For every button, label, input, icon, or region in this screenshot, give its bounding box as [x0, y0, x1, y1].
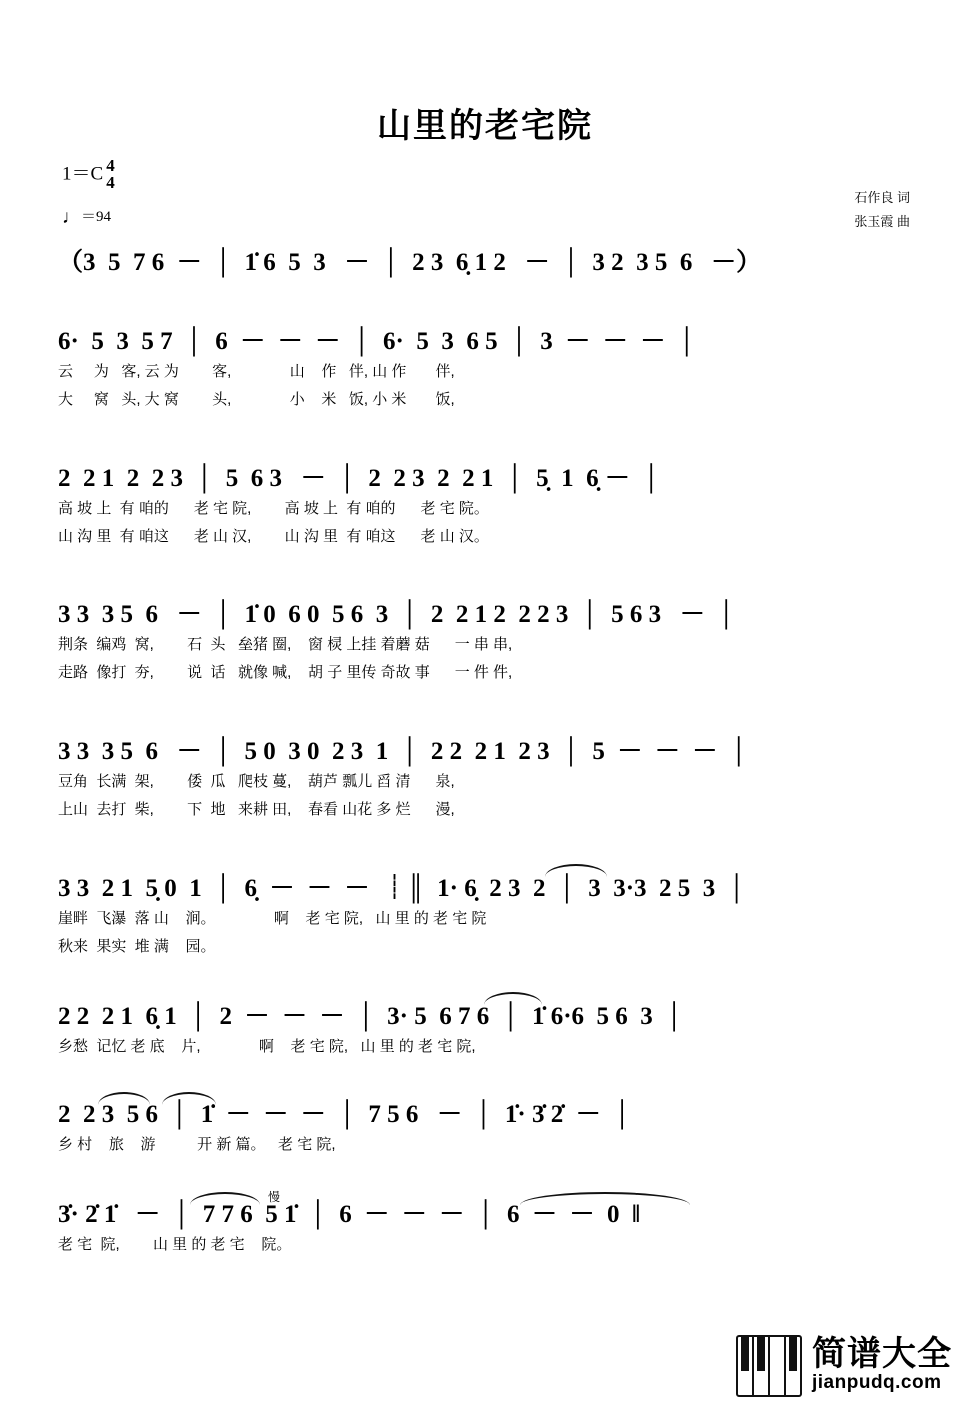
notes-line: 3 3 3 5 6 － │ 5 0 3 0 2 3 1 │ 2 2 2 1 2 3 │ 5 － － － │ [58, 738, 748, 765]
tempo-marking [62, 205, 111, 227]
key-label: 1＝C [62, 163, 104, 185]
slur-mark [545, 864, 607, 877]
system-8 [58, 1198, 918, 1258]
slur-mark [484, 992, 542, 1005]
slur-mark [162, 1092, 216, 1105]
notes-line: （3 5 7 6 － │ 1̇ 6 5 3 － │ 2 3 6̣ 1 2 － │ 3 2 3 5 6 －） [58, 249, 762, 276]
lyricist: 石作良 词 [854, 190, 910, 205]
quarter-note-icon: ♩ [62, 207, 81, 228]
watermark-url: jianpudq.com [812, 1371, 942, 1393]
system-5 [58, 872, 918, 960]
lyric-line-2: 山 沟 里 有 咱这 老 山 汉, 山 沟 里 有 咱这 老 山 汉。 [58, 528, 489, 545]
lyric-line-1: 高 坡 上 有 咱的 老 宅 院, 高 坡 上 有 咱的 老 宅 院。 [58, 500, 489, 517]
lyric-line-1: 云 为 客, 云 为 客, 山 作 伴, 山 作 伴, [58, 363, 455, 380]
watermark [736, 1335, 952, 1397]
lyric-line-2: 走路 像打 夯, 说 话 就像 喊, 胡 子 里传 奇故 事 一 件 件, [58, 664, 513, 681]
slow-marking: 慢 [268, 1190, 281, 1204]
slur-mark [98, 1092, 150, 1105]
system-7 [58, 1098, 918, 1158]
time-signature: 4 4 [106, 156, 115, 192]
system-2 [58, 462, 918, 550]
lyric-line-1: 乡 村 旅 游 开 新 篇。 老 宅 院, [58, 1136, 336, 1153]
lyric-line-2: 上山 去打 柴, 下 地 来耕 田, 春看 山花 多 烂 漫, [58, 801, 455, 818]
piano-keys-icon [736, 1335, 802, 1397]
lyric-line-1: 豆角 长满 架, 倭 瓜 爬枝 蔓, 葫芦 瓢儿 舀 清 泉, [58, 773, 455, 790]
notes-line: 6· 5 3 5 7 │ 6 － － － │ 6· 5 3 6 5 │ 3 － － － │ [58, 328, 696, 355]
notes-line: 3 3 3 5 6 － │ 1̇ 0 6 0 5 6 3 │ 2 2 1 2 2 2 3 │ 5 6 3 － │ [58, 601, 736, 628]
system-1 [58, 325, 918, 413]
watermark-title: 简谱大全 [812, 1334, 952, 1373]
notes-line: 2 2 2 1 6̣ 1 │ 2 － － － │ 3· 5 6 7 6 │ 1̇ 6·6 5 6 3 │ [58, 1003, 684, 1030]
system-3 [58, 598, 918, 686]
notes-line: 2 2 3 5 6 │ 1̇ － － － │ 7 5 6 － │ 1̇· 3̇ 2̇ － │ [58, 1101, 631, 1128]
lyric-line-1: 崖畔 飞瀑 落 山 涧。 啊 老 宅 院, 山 里 的 老 宅 院 [58, 910, 487, 927]
notes-line: 3̇· 2̇ 1̇ － │ 7 7 6 5 1̇ │ 6 － － － │ 6 － － 0 ‖ [58, 1201, 641, 1228]
lyric-line-2: 大 窝 头, 大 窝 头, 小 米 饭, 小 米 饭, [58, 391, 455, 408]
system-4 [58, 735, 918, 823]
slur-mark [520, 1192, 690, 1205]
slur-mark [190, 1192, 260, 1205]
system-6 [58, 1000, 918, 1060]
tempo-value: ＝94 [81, 209, 112, 225]
system-0 [58, 246, 918, 280]
page-title: 山里的老宅院 [377, 107, 593, 145]
key-signature [62, 158, 115, 192]
lyric-line-1: 荆条 编鸡 窝, 石 头 垒猪 圈, 窗 棂 上挂 着蘑 菇 一 串 串, [58, 636, 513, 653]
lyric-line-2: 秋来 果实 堆 满 园。 [58, 938, 216, 955]
notes-line: 3 3 2 1 5̣ 0 1 │ 6̣ － － － ┊║ 1· 6̣ 2 3 2 │ 3 3·3 2 5 3 │ [58, 875, 746, 902]
lyric-line-1: 乡愁 记忆 老 底 片, 啊 老 宅 院, 山 里 的 老 宅 院, [58, 1038, 476, 1055]
lyric-line-1: 老 宅 院, 山 里 的 老 宅 院。 [58, 1236, 292, 1253]
credits [854, 186, 910, 234]
composer: 张玉霞 曲 [854, 214, 910, 230]
notes-line: 2 2 1 2 2 3 │ 5 6 3 － │ 2 2 3 2 2 1 │ 5̣ 1 6̣ － │ [58, 465, 661, 492]
